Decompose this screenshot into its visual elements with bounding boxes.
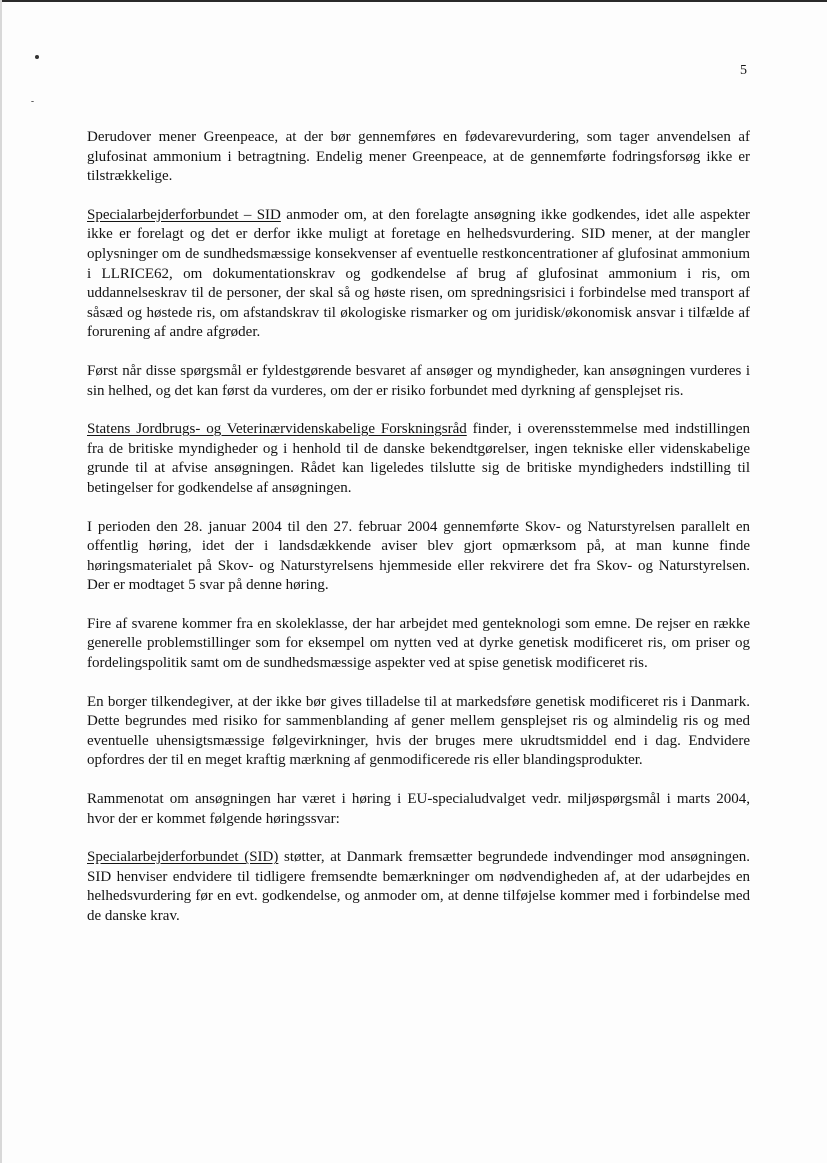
scan-left-edge — [0, 0, 2, 1163]
scan-speck — [31, 101, 34, 102]
paragraph-text: anmoder om, at den forelagte ansøgning ikke godkendes, idet alle aspekter ikke er forelagt og det er derfor ikke muligt at foretage en helhedsvurdering. SID mener, at der mangler oplysninger om de sundhedsmæssige konsekvenser af eventuelle restkoncentrationer af glufosinat ammonium i LLRICE62, om dokumentationskrav og godkendelse af brug af glufosinat ammonium i ris, om uddannelseskrav til de personer, der skal så og høste risen, om spredningsrisici i forbindelse med transport af såsæd og høstede ris, om afstandskrav til økologiske rismarker og om juridisk/økonomisk ansvar i tilfælde af forurening af andre afgrøder. — [87, 206, 750, 341]
paragraph-greenpeace — [87, 128, 750, 187]
paragraph-text: Først når disse spørgsmål er fyldestgørende besvaret af ansøger og myndigheder, kan ansøgningen vurderes i sin helhed, og det kan først da vurderes, om der er risiko forbundet med dyrkning af gensplejset ris. — [87, 362, 750, 399]
paragraph-text: Derudover mener Greenpeace, at der bør gennemføres en fødevarevurdering, som tager anvendelsen af glufosinat ammonium i betragtning. Endelig mener Greenpeace, at de gennemførte fodringsforsøg ikke er tilstrækkelige. — [87, 129, 750, 185]
paragraph-sid-support — [87, 848, 750, 926]
paragraph-text: Rammenotat om ansøgningen har været i høring i EU-specialudvalget vedr. miljøspørgsmål i marts 2004, hvor der er kommet følgende høringssvar: — [87, 791, 750, 827]
paragraph-first-when — [87, 362, 750, 401]
paragraph-framework-note — [87, 790, 750, 829]
paragraph-text: støtter, at Danmark fremsætter begrundede indvendinger mod ansøgningen. SID henviser endvidere til tidligere fremsendte bemærkninger om nødvendigheden af, at der udarbejdes en helhedsvurdering før en evt. godkendelse, og anmoder om, at denne tilføjelse kommer med i forbindelse med de danske krav. — [87, 849, 750, 924]
scan-speck — [35, 55, 39, 59]
organization-name: Specialarbejderforbundet (SID) — [87, 849, 279, 866]
paragraph-sid-objection — [87, 206, 750, 343]
organization-name: Statens Jordbrugs- og Veterinærvidenskabelige Forskningsråd — [87, 421, 467, 438]
organization-name: Specialarbejderforbundet – SID — [87, 206, 281, 223]
paragraph-text: finder, i overensstemmelse med indstillingen fra de britiske myndigheder og i henhold til de danske bekendtgørelser, ingen tekniske eller videnskabelige grunde til at afvise ansøgningen. Rådet kan ligeledes tilslutte sig de britiske myndigheders indstilling til betingelser for godkendelse af ansøgningen. — [87, 421, 750, 496]
page-number: 5 — [740, 63, 747, 78]
paragraph-citizen — [87, 693, 750, 771]
paragraph-public-hearing — [87, 518, 750, 596]
paragraph-research-council — [87, 420, 750, 498]
paragraph-text: I perioden den 28. januar 2004 til den 27. februar 2004 gennemførte Skov- og Naturstyrelsen parallelt en offentlig høring, idet der i landsdækkende aviser blev gjort opmærksom på, at man kunne finde høringsmaterialet på Skov- og Naturstyrelsens hjemmeside eller rekvirere det fra Skov- og Naturstyrelsen. Der er modtaget 5 svar på denne høring. — [87, 518, 750, 594]
paragraph-school-class — [87, 615, 750, 674]
scan-top-border — [0, 0, 827, 2]
document-body — [87, 128, 750, 946]
paragraph-text: Fire af svarene kommer fra en skoleklasse, der har arbejdet med genteknologi som emne. De rejser en række generelle problemstillinger som for eksempel om nytten ved at dyrke genetisk modificeret ris, om priser og fordelingspolitik samt om de sundhedsmæssige aspekter ved at spise genetisk modificeret ris. — [87, 615, 750, 672]
paragraph-text: En borger tilkendegiver, at der ikke bør gives tilladelse til at markedsføre genetisk modificeret ris i Danmark. Dette begrundes med risiko for sammenblanding af gener mellem gensplejset ris og almindelig ris og med eventuelle uhensigtsmæssige følgevirkninger, hvis der bruges mere ukrudtsmiddel end i dag. Endvidere opfordres der til en meget kraftig mærkning af genmodificerede ris eller blandingsprodukter. — [87, 693, 750, 769]
